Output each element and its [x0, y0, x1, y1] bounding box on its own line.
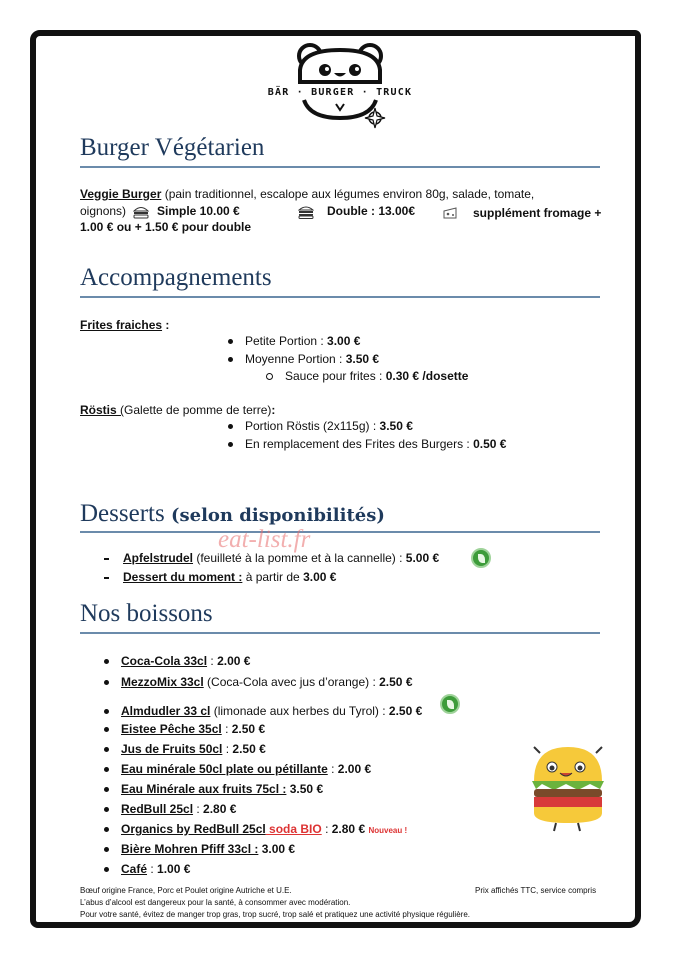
veggie-line-1: [80, 187, 534, 201]
veggie-simple-price: Simple 10.00 €: [157, 204, 240, 218]
watermark: eat-list.fr: [218, 526, 311, 553]
double-burger-icon: [298, 205, 314, 219]
footer-alcohol: L’abus d’alcool est dangereux pour la santé, à consommer avec modération.: [80, 898, 351, 907]
footer-health: Pour votre santé, évitez de manger trop gras, trop sucré, trop salé et pratiquez une activité physique régulière.: [80, 910, 470, 919]
veggie-double-price: Double : 13.00€: [327, 204, 416, 218]
list-item: MezzoMix 33cl (Coca-Cola avec jus d’orange) : 2.50 €: [104, 675, 413, 689]
list-item: Eistee Pêche 35cl : 2.50 €: [104, 722, 265, 736]
list-item: Bière Mohren Pfiff 33cl : 3.00 €: [104, 842, 295, 856]
section-title-boissons: Nos boissons: [80, 600, 213, 627]
footer-prices: Prix affichés TTC, service compris: [475, 886, 597, 895]
list-item: Dessert du moment : à partir de 3.00 €: [104, 570, 336, 584]
desserts-subtitle: (selon disponibilités): [170, 505, 385, 526]
frites-colon: :: [162, 318, 170, 332]
list-item: Café : 1.00 €: [104, 862, 190, 876]
cheese-supplement: supplément fromage +: [473, 206, 602, 220]
frites-heading: [80, 318, 169, 332]
list-item: Moyenne Portion : 3.50 €: [228, 352, 379, 366]
list-item: Organics by RedBull 25cl soda BIO : 2.80 € Nouveau !: [104, 822, 407, 836]
list-item: Coca-Cola 33cl : 2.00 €: [104, 654, 250, 668]
section-rule: [80, 531, 600, 533]
section-title-desserts: Desserts (selon disponibilités): [80, 500, 385, 527]
veggie-burger-name: Veggie Burger: [80, 187, 162, 201]
veggie-line-2: [80, 204, 126, 218]
logo-text: BÄR · BURGER · TRUCK: [267, 87, 413, 98]
burger-mascot-icon: [528, 743, 608, 833]
veggie-desc-2: oignons): [80, 204, 127, 218]
rostis-heading: Röstis (Galette de pomme de terre):: [80, 403, 276, 417]
list-item: Eau minérale 50cl plate ou pétillante : 2.00 €: [104, 762, 371, 776]
cheese-icon: [443, 207, 457, 219]
cheese-supplement-price: 1.00 € ou + 1.50 € pour double: [80, 220, 252, 234]
frites-label: Frites fraiches: [80, 318, 163, 332]
list-item: Almdudler 33 cl (limonade aux herbes du Tyrol) : 2.50 €: [104, 704, 422, 718]
vegan-leaf-icon: [440, 694, 460, 714]
section-rule: [80, 632, 600, 634]
section-title-veggie: Burger Végétarien: [80, 134, 265, 161]
section-title-accompagnements: Accompagnements: [80, 264, 272, 291]
list-item: Apfelstrudel (feuilleté à la pomme et à la cannelle) : 5.00 €: [104, 551, 439, 565]
list-item: Sauce pour frites : 0.30 € /dosette: [266, 369, 468, 383]
list-item: Petite Portion : 3.00 €: [228, 334, 360, 348]
rostis-label: Röstis: [80, 403, 121, 417]
veggie-desc: (pain traditionnel, escalope aux légumes environ 80g, salade, tomate,: [161, 187, 535, 201]
burger-icon: [133, 205, 149, 219]
list-item: RedBull 25cl : 2.80 €: [104, 802, 236, 816]
list-item: Eau Minérale aux fruits 75cl : 3.50 €: [104, 782, 323, 796]
footer-origin: Bœuf origine France, Porc et Poulet origine Autriche et U.E.: [80, 886, 292, 895]
vegan-leaf-icon: [471, 548, 491, 568]
section-rule: [80, 296, 600, 298]
list-item: Jus de Fruits 50cl : 2.50 €: [104, 742, 266, 756]
section-rule: [80, 166, 600, 168]
list-item: Portion Röstis (2x115g) : 3.50 €: [228, 419, 413, 433]
list-item: En remplacement des Frites des Burgers : 0.50 €: [228, 437, 506, 451]
